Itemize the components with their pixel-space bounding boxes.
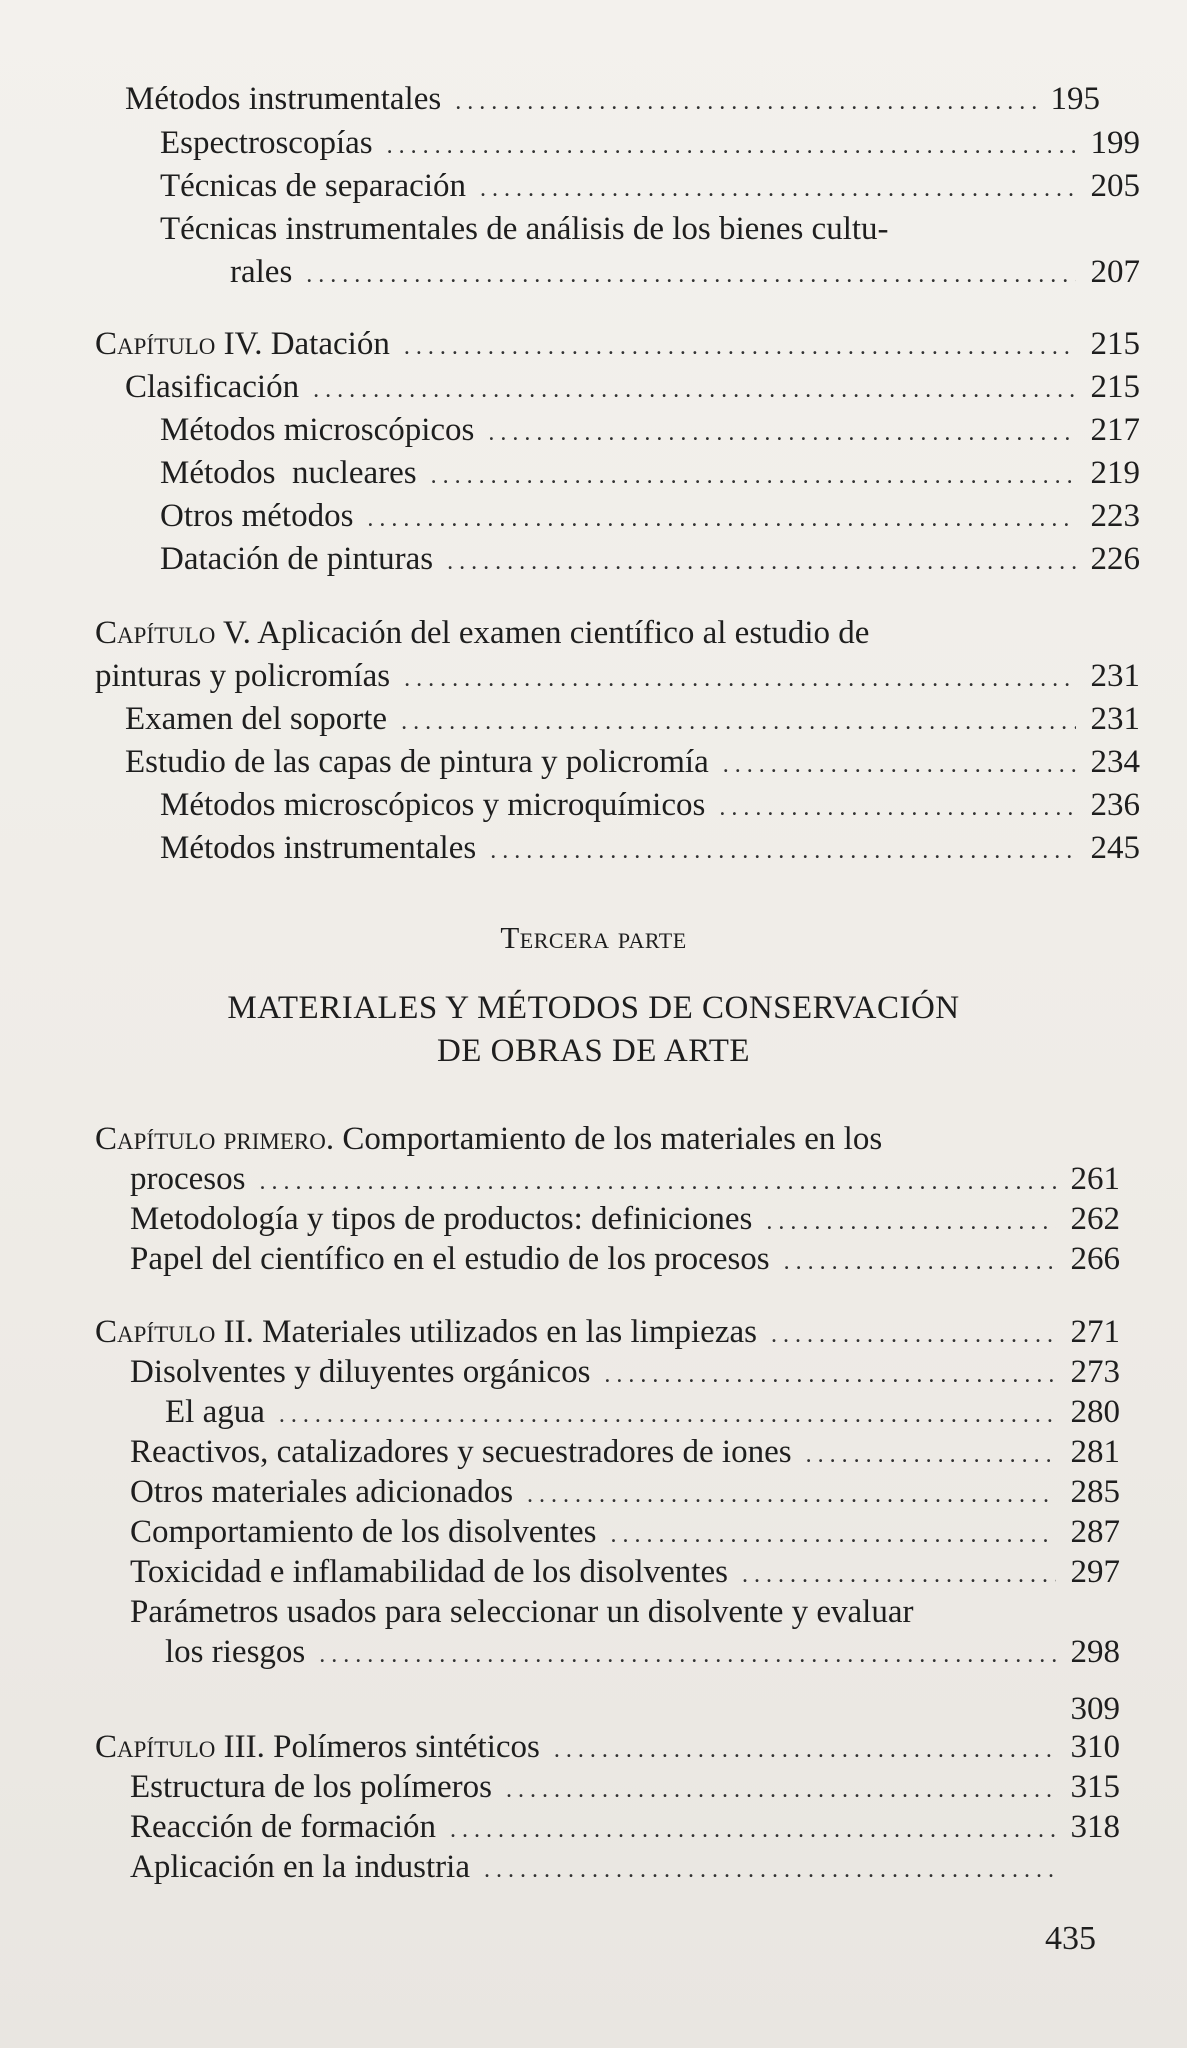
dot-leader [771, 1316, 1056, 1354]
toc-entry [230, 253, 1140, 294]
dot-leader [766, 1203, 1056, 1241]
toc-entry [130, 1433, 1120, 1474]
toc-page-number: 245 [1090, 830, 1140, 866]
toc-entry [130, 1848, 1120, 1889]
dot-leader [279, 1396, 1056, 1434]
chapter-heading [95, 1313, 1120, 1354]
dot-leader [506, 1771, 1056, 1809]
toc-page-number: 207 [1090, 254, 1140, 290]
chapter-heading-cont [95, 657, 1140, 698]
toc-label: Comportamiento de los disolventes [130, 1514, 597, 1550]
toc-page-number: 287 [1070, 1514, 1120, 1550]
toc-label: Datación de pinturas [160, 541, 434, 577]
toc-label: Papel del científico en el estudio de los procesos [130, 1241, 770, 1277]
toc-entry [160, 411, 1140, 452]
chapter-title: procesos [130, 1161, 246, 1197]
chapter-prefix: Capítulo [95, 1729, 216, 1765]
dot-leader [431, 457, 1076, 495]
toc-page-number: 273 [1070, 1354, 1120, 1390]
chapter-title: Comportamiento de los materiales en los [342, 1121, 883, 1157]
toc-label: El agua [165, 1394, 265, 1430]
dot-leader [367, 500, 1076, 538]
dot-leader [306, 256, 1076, 294]
toc-page-number: 215 [1090, 369, 1140, 405]
toc-entry [125, 80, 1100, 121]
dot-leader [313, 371, 1076, 409]
chapter-title: II. Materiales utilizados en las limpiezas [223, 1314, 757, 1350]
toc-page-number: 217 [1090, 412, 1140, 448]
dot-leader [490, 832, 1076, 870]
chapter-prefix: Capítulo primero. [95, 1121, 335, 1157]
toc-label: Clasificación [125, 369, 300, 405]
toc-entry [160, 786, 1140, 827]
toc-page-number: 236 [1090, 787, 1140, 823]
page-number: 435 [1045, 1920, 1096, 1957]
dot-leader [455, 83, 1036, 121]
chapter-heading [95, 1728, 1120, 1769]
toc-page-number: 261 [1070, 1161, 1120, 1197]
chapter-prefix: Capítulo [95, 615, 216, 651]
toc-entry [130, 1473, 1120, 1514]
dot-leader [404, 328, 1076, 366]
part-title: DE OBRAS DE ARTE [436, 1033, 751, 1069]
chapter-heading [95, 614, 869, 652]
toc-label: Técnicas instrumentales de análisis de los bienes cultu- [160, 211, 889, 247]
toc-page-number: 231 [1090, 701, 1140, 737]
dot-leader [484, 1851, 1056, 1889]
dot-leader [806, 1436, 1056, 1474]
toc-page-number: 219 [1090, 455, 1140, 491]
dot-leader [387, 127, 1076, 165]
toc-entry [125, 368, 1140, 409]
toc-page-number: 280 [1070, 1394, 1120, 1430]
dot-leader [719, 789, 1076, 827]
chapter-title: IV. Datación [223, 326, 390, 362]
toc-label: Espectroscopías [160, 125, 373, 161]
toc-label: los riesgos [165, 1634, 306, 1670]
chapter-title: III. Polímeros sintéticos [223, 1729, 540, 1765]
dot-leader [259, 1163, 1056, 1201]
toc-entry [160, 454, 1140, 495]
toc-label: Métodos microscópicos y microquímicos [160, 787, 706, 823]
dot-leader [488, 414, 1076, 452]
dot-leader [404, 660, 1076, 698]
toc-page-number: 223 [1090, 498, 1140, 534]
dot-leader [401, 703, 1076, 741]
toc-page-number: 297 [1070, 1554, 1120, 1590]
toc-page-number: 205 [1090, 168, 1140, 204]
toc-entry [160, 540, 1140, 581]
toc-page-number: 231 [1090, 658, 1140, 694]
toc-page-number: 266 [1070, 1241, 1120, 1277]
dot-leader [447, 543, 1076, 581]
toc-label: Disolventes y diluyentes orgánicos [130, 1354, 591, 1390]
toc-label: Métodos nucleares [160, 455, 417, 491]
toc-entry [125, 743, 1140, 784]
part-label: Tercera parte [500, 920, 687, 955]
chapter-heading [95, 1120, 882, 1158]
toc-page-number: 195 [1050, 81, 1100, 117]
toc-page-number: 298 [1070, 1634, 1120, 1670]
toc-page-number: 315 [1070, 1769, 1120, 1805]
toc-label: Técnicas de separación [160, 168, 466, 204]
chapter-prefix: Capítulo [95, 326, 216, 362]
toc-page-number: 234 [1090, 744, 1140, 780]
toc-page-number: 226 [1090, 541, 1140, 577]
toc-label: Otros métodos [160, 498, 354, 534]
chapter-heading-cont [130, 1160, 1120, 1201]
toc-page-number: 271 [1070, 1314, 1120, 1350]
toc-label: Parámetros usados para seleccionar un disolvente y evaluar [130, 1594, 914, 1630]
toc-entry [160, 124, 1140, 165]
toc-entry [160, 497, 1140, 538]
toc-label: Estudio de las capas de pintura y policromía [125, 744, 709, 780]
dot-leader [611, 1516, 1056, 1554]
toc-page-number: 199 [1090, 125, 1140, 161]
toc-page-number: 285 [1070, 1474, 1120, 1510]
toc-page-number: 318 [1070, 1809, 1120, 1845]
dot-leader [604, 1356, 1056, 1394]
toc-entry [130, 1200, 1120, 1241]
toc-label: Métodos instrumentales [160, 830, 477, 866]
dot-leader [554, 1731, 1056, 1769]
toc-label: Métodos instrumentales [125, 81, 442, 117]
toc-label: Otros materiales adicionados [130, 1474, 514, 1510]
toc-entry [130, 1768, 1120, 1809]
dot-leader [319, 1636, 1056, 1674]
toc-entry [130, 1808, 1120, 1849]
toc-page-number: 262 [1070, 1201, 1120, 1237]
chapter-title: pinturas y policromías [95, 658, 391, 694]
toc-entry [165, 1393, 1120, 1434]
chapter-heading [95, 325, 1140, 366]
part-title: MATERIALES Y MÉTODOS DE CONSERVACIÓN [227, 990, 960, 1026]
toc-entry [160, 829, 1140, 870]
toc-label: Métodos microscópicos [160, 412, 475, 448]
toc-label: rales [230, 254, 293, 290]
dot-leader [450, 1811, 1056, 1849]
toc-page-number: 310 [1070, 1729, 1120, 1765]
toc-label: Toxicidad e inflamabilidad de los disolventes [130, 1554, 728, 1590]
dot-leader [742, 1556, 1056, 1594]
toc-entry [160, 167, 1140, 208]
dot-leader [480, 170, 1076, 208]
toc-label: Reactivos, catalizadores y secuestradores de iones [130, 1434, 792, 1470]
toc-entry [165, 1633, 1120, 1674]
dot-leader [784, 1243, 1056, 1281]
toc-entry [130, 1353, 1120, 1394]
toc-entry [130, 1553, 1120, 1594]
toc-label: Reacción de formación [130, 1809, 437, 1845]
toc-entry [130, 1240, 1120, 1281]
chapter-title: V. Aplicación del examen científico al estudio de [223, 615, 870, 651]
dot-leader [527, 1476, 1056, 1514]
toc-page-number: 215 [1090, 326, 1140, 362]
dot-leader [723, 746, 1076, 784]
toc-page-number: 309 [1070, 1691, 1120, 1727]
chapter-prefix: Capítulo [95, 1314, 216, 1350]
toc-page-number: 281 [1070, 1434, 1120, 1470]
toc-label: Metodología y tipos de productos: definiciones [130, 1201, 753, 1237]
toc-label: Examen del soporte [125, 701, 388, 737]
toc-label: Aplicación en la industria [130, 1849, 470, 1885]
toc-entry [125, 700, 1140, 741]
toc-label: Estructura de los polímeros [130, 1769, 493, 1805]
toc-entry [130, 1513, 1120, 1554]
